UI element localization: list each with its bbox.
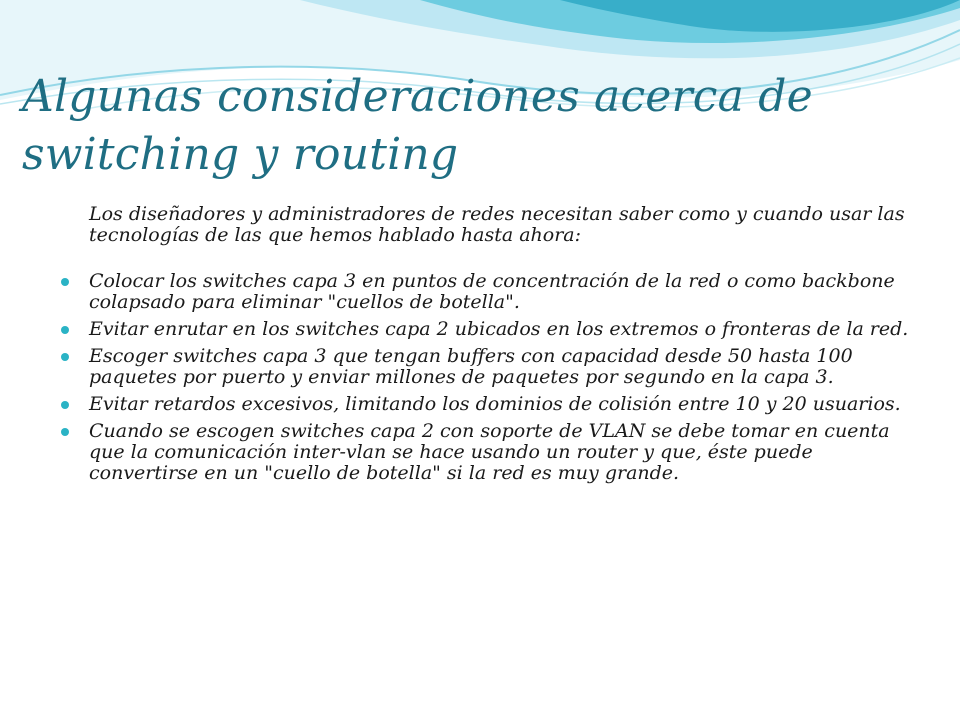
bullet-item [60, 271, 910, 313]
bullet-dot-icon [61, 401, 69, 409]
bullet-item [60, 421, 910, 484]
intro-paragraph: Los diseñadores y administradores de redes necesitan saber como y cuando usar las tecnologías de las que hemos hablado hasta ahora: [89, 203, 905, 246]
bullet-dot-icon [61, 428, 69, 436]
bullet-text: Evitar retardos excesivos, limitando los dominios de colisión entre 10 y 20 usuarios. [89, 393, 901, 415]
bullet-dot-icon [61, 326, 69, 334]
bullet-item [60, 319, 910, 340]
slide-title: Algunas consideraciones acerca de switching y routing [22, 71, 813, 180]
bullet-text: Colocar los switches capa 3 en puntos de concentración de la red o como backbone colapsado para eliminar "cuellos de botella". [89, 270, 895, 313]
bullet-dot-icon [61, 278, 69, 286]
bullet-text: Cuando se escogen switches capa 2 con soporte de VLAN se debe tomar en cuenta que la comunicación inter-vlan se hace usando un router y que, éste puede convertirse en un "cuello de botella" si la red es muy grande. [89, 420, 890, 484]
slide-body [60, 204, 910, 490]
bullet-text: Evitar enrutar en los switches capa 2 ubicados en los extremos o fronteras de la red. [89, 318, 909, 340]
bullet-list [60, 271, 910, 484]
bullet-text: Escoger switches capa 3 que tengan buffers con capacidad desde 50 hasta 100 paquetes por puerto y enviar millones de paquetes por segundo en la capa 3. [89, 345, 853, 388]
bullet-item [60, 394, 910, 415]
bullet-item [60, 346, 910, 388]
bullet-dot-icon [61, 353, 69, 361]
